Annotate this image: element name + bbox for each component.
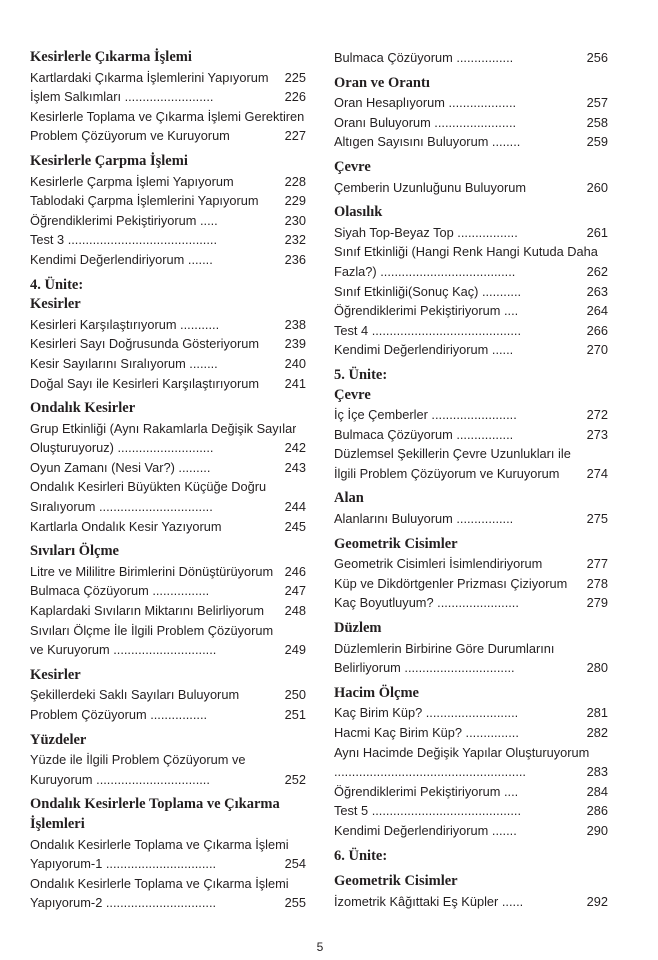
toc-entry-ayni-hacimde-degisik-yapilar-olusturuyor[interactable] <box>334 743 608 782</box>
section-heading: 6. Ünite: <box>334 847 388 864</box>
section-heading: Kesirlerle Çıkarma İşlemi <box>30 49 192 65</box>
toc-entry-orani-buluyorum[interactable] <box>334 113 608 133</box>
toc-section <box>334 203 608 360</box>
entry-title: Problem Çözüyorum ve Kuruyorum <box>30 128 230 144</box>
section-heading: Kesirler <box>30 296 81 313</box>
entry-title: Yapıyorum-2 ............................... <box>30 895 217 911</box>
entry-title: Test 5 .......................................... <box>334 803 522 819</box>
toc-entry-yuzde-ile-i-lgili-problem-cozuyorum-ve[interactable] <box>30 750 306 789</box>
toc-section <box>334 619 608 678</box>
entry-title: Tablodaki Çarpma İşlemlerini Yapıyorum <box>30 193 259 209</box>
entry-title: Kaç Birim Küp? .......................... <box>334 705 519 721</box>
entry-title: Çemberin Uzunluğunu Buluyorum <box>334 179 527 195</box>
entry-page-number: 273 <box>586 426 608 442</box>
section-heading: Hacim Ölçme <box>334 684 419 701</box>
entry-title: Kesir Sayılarını Sıralıyorum ........ <box>30 355 218 371</box>
toc-entry-duzlemsel-sekillerin-cevre-uzunluklari-i[interactable] <box>334 444 608 483</box>
entry-title: Bulmaca Çözüyorum ................ <box>334 426 514 442</box>
entry-page-number: 270 <box>586 342 608 358</box>
section-heading: Oran ve Orantı <box>334 74 430 91</box>
entry-title: Oyun Zamanı (Nesi Var?) ......... <box>30 459 211 475</box>
entry-title: Problem Çözüyorum ................ <box>30 707 208 722</box>
toc-section <box>30 48 306 146</box>
entry-title: İç İçe Çemberler ........................ <box>334 407 517 423</box>
entry-title: Oluşturuyoruz) ........................... <box>30 440 214 456</box>
entry-page-number: 228 <box>284 173 306 189</box>
entry-page-number: 274 <box>586 465 608 481</box>
entry-page-number: 281 <box>586 705 608 721</box>
entry-page-number: 277 <box>586 556 608 572</box>
toc-section <box>334 366 608 484</box>
entry-title: Belirliyorum ............................... <box>334 660 515 676</box>
toc-entry-kendimi-degerlendiriyorum[interactable] <box>334 821 608 841</box>
entry-page-number: 249 <box>284 642 306 658</box>
toc-entry-ondalik-kesirlerle-toplama-ve-cikarma-i-[interactable] <box>30 874 306 913</box>
entry-title: Oranı Buluyorum ....................... <box>334 114 517 130</box>
toc-entry-geometrik-cisimleri-i-simlendiriyorum[interactable] <box>334 554 608 574</box>
section-heading: Alan <box>334 490 364 507</box>
entry-title: Kendimi Değerlendiriyorum ....... <box>334 822 517 838</box>
toc-section <box>334 872 608 911</box>
toc-section <box>30 666 306 725</box>
toc-entry-ondalik-kesirleri-buyukten-kucuge-dogru[interactable] <box>30 477 306 516</box>
entry-page-number: 251 <box>284 707 306 722</box>
toc-entry-kendimi-degerlendiriyorum[interactable] <box>334 340 608 360</box>
toc-entry-kac-boyutluyum[interactable] <box>334 593 608 613</box>
toc-entry-dogal-sayi-ile-kesirleri-karsilastiriyor[interactable] <box>30 374 306 394</box>
toc-entry-ogrendiklerimi-pekistiriyorum[interactable] <box>30 211 306 231</box>
toc-section <box>334 48 608 68</box>
section-heading: 4. Ünite: <box>30 276 84 293</box>
entry-title: Kaplardaki Sıvıların Miktarını Belirliyorum <box>30 603 264 619</box>
entry-title: İşlem Salkımları ......................... <box>30 89 214 105</box>
entry-page-number: 245 <box>284 518 306 534</box>
toc-section <box>334 684 608 841</box>
entry-title: Yapıyorum-1 ............................... <box>30 856 217 872</box>
toc-entry-bulmaca-cozuyorum[interactable] <box>334 425 608 445</box>
entry-page-number: 242 <box>284 440 306 456</box>
entry-title: Altıgen Sayısını Buluyorum ........ <box>334 134 521 150</box>
section-heading: Sıvıları Ölçme <box>30 543 119 560</box>
entry-page-number: 250 <box>284 687 306 703</box>
toc-entry-kesirleri-sayi-dogrusunda-gosteriyorum[interactable] <box>30 334 306 354</box>
entry-page-number: 227 <box>284 128 306 144</box>
toc-entry-kup-ve-dikdortgenler-prizmasi-ciziyorum[interactable] <box>334 574 608 594</box>
entry-title: Geometrik Cisimleri İsimlendiriyorum <box>334 556 543 572</box>
entry-title: Hacmi Kaç Birim Küp? ............... <box>334 725 519 740</box>
section-heading: Olasılık <box>334 204 383 221</box>
entry-page-number: 286 <box>586 803 608 819</box>
toc-entry-duzlemlerin-birbirine-gore-durumlarini[interactable] <box>334 639 608 678</box>
toc-entry-kesirleri-karsilastiriyorum[interactable] <box>30 315 306 335</box>
toc-entry-test-4[interactable] <box>334 321 608 341</box>
entry-title: İzometrik Kâğıttaki Eş Küpler ...... <box>334 893 524 909</box>
toc-section <box>30 152 306 270</box>
toc-entry-i-slem-salkimlari[interactable] <box>30 87 306 107</box>
section-heading: Ondalık Kesirlerle Toplama ve Çıkarma <box>30 796 280 813</box>
entry-page-number: 262 <box>586 263 608 279</box>
toc-entry-grup-etkinligi-ayni-rakamlarla-degisik-s[interactable] <box>30 419 306 458</box>
toc-right-column <box>334 48 608 917</box>
entry-title: Kesirlerle Çarpma İşlemi Yapıyorum <box>30 173 234 189</box>
entry-page-number: 246 <box>284 563 306 579</box>
toc-entry-kesirlerle-carpma-i-slemi-yapiyorum[interactable] <box>30 172 306 192</box>
entry-page-number: 257 <box>586 95 608 111</box>
toc-entry-bulmaca-cozuyorum[interactable] <box>334 48 608 68</box>
entry-title: Aynı Hacimde Değişik Yapılar Oluşturuyorum <box>334 744 590 760</box>
toc-left-column <box>30 48 306 919</box>
toc-entry-kartlardaki-cikarma-i-slemlerini-yapiyor[interactable] <box>30 68 306 88</box>
entry-page-number: 247 <box>284 583 306 599</box>
section-heading: Geometrik Cisimler <box>334 535 458 552</box>
toc-entry-kac-birim-kup[interactable] <box>334 703 608 723</box>
toc-entry-cemberin-uzunlugunu-buluyorum[interactable] <box>334 178 608 198</box>
entry-title: Litre ve Mililitre Birimlerini Dönüştürüyorum <box>30 563 274 579</box>
entry-title: ve Kuruyorum ............................. <box>30 642 217 658</box>
entry-title: İlgili Problem Çözüyorum ve Kuruyorum <box>334 465 560 481</box>
toc-entry-test-3[interactable] <box>30 230 306 250</box>
toc-entry-ogrendiklerimi-pekistiriyorum[interactable] <box>334 301 608 321</box>
entry-title: Test 4 .......................................... <box>334 322 522 338</box>
toc-entry-ogrendiklerimi-pekistiriyorum[interactable] <box>334 782 608 802</box>
entry-title: Siyah Top-Beyaz Top ................. <box>334 224 518 240</box>
entry-page-number: 292 <box>586 893 608 909</box>
entry-page-number: 243 <box>284 459 306 475</box>
toc-section <box>30 542 306 660</box>
toc-entry-siyah-top-beyaz-top[interactable] <box>334 223 608 243</box>
entry-page-number: 283 <box>586 764 608 780</box>
section-heading: Kesirlerle Çarpma İşlemi <box>30 152 188 169</box>
entry-page-number: 279 <box>586 595 608 611</box>
entry-page-number: 248 <box>284 603 306 619</box>
entry-title: Sınıf Etkinliği(Sonuç Kaç) ........... <box>334 283 522 299</box>
entry-title: Kuruyorum ................................ <box>30 771 210 787</box>
entry-title: Kesirlerle Toplama ve Çıkarma İşlemi Gerektiren <box>30 108 305 124</box>
toc-entry-i-c-i-ce-cemberler[interactable] <box>334 405 608 425</box>
entry-title: Kaç Boyutluyum? ....................... <box>334 595 519 611</box>
entry-title: Öğrendiklerimi Pekiştiriyorum .... <box>334 303 519 319</box>
entry-page-number: 263 <box>586 283 608 299</box>
toc-entry-litre-ve-mililitre-birimlerini-donusturu[interactable] <box>30 562 306 582</box>
entry-page-number: 241 <box>284 375 306 391</box>
entry-title: Ondalık Kesirleri Büyükten Küçüğe Doğru <box>30 479 267 495</box>
entry-title: Kendimi Değerlendiriyorum ....... <box>30 251 213 267</box>
toc-entry-oyun-zamani-nesi-var[interactable] <box>30 458 306 478</box>
entry-page-number: 282 <box>586 725 608 740</box>
toc-entry-ondalik-kesirlerle-toplama-ve-cikarma-i-[interactable] <box>30 835 306 874</box>
entry-title: Alanlarını Buluyorum ................ <box>334 511 514 527</box>
entry-page-number: 264 <box>586 303 608 319</box>
entry-title: Düzlemlerin Birbirine Göre Durumlarını <box>334 640 555 656</box>
entry-title: Test 3 .......................................... <box>30 232 218 248</box>
entry-title: Öğrendiklerimi Pekiştiriyorum .... <box>334 783 519 799</box>
toc-section <box>30 276 306 394</box>
toc-entry-tablodaki-carpma-i-slemlerini-yapiyorum[interactable] <box>30 191 306 211</box>
toc-section <box>334 489 608 528</box>
section-heading: Geometrik Cisimler <box>334 873 458 890</box>
entry-title: Kendimi Değerlendiriyorum ...... <box>334 342 514 358</box>
entry-page-number: 252 <box>284 771 306 787</box>
entry-page-number: 261 <box>586 224 608 240</box>
section-heading: Kesirler <box>30 666 81 683</box>
entry-page-number: 278 <box>586 575 608 591</box>
entry-page-number: 255 <box>284 895 306 911</box>
entry-title: Yüzde ile İlgili Problem Çözüyorum ve <box>30 752 246 768</box>
entry-page-number: 232 <box>284 232 306 248</box>
entry-title: Sıvıları Ölçme İle İlgili Problem Çözüyorum <box>30 622 274 638</box>
entry-page-number: 244 <box>284 499 306 515</box>
entry-page-number: 259 <box>586 134 608 150</box>
section-heading: Yüzdeler <box>30 731 87 748</box>
toc-section <box>30 795 306 913</box>
entry-title: Kesirleri Karşılaştırıyorum ........... <box>30 316 220 332</box>
toc-entry-hacmi-kac-birim-kup[interactable] <box>334 723 608 743</box>
page-number: 5 <box>316 940 324 954</box>
toc-entry-sekillerdeki-sakli-sayilari-buluyorum[interactable] <box>30 685 306 705</box>
entry-title: Sınıf Etkinliği (Hangi Renk Hangi Kutuda Daha <box>334 244 598 260</box>
entry-page-number: 236 <box>284 251 306 267</box>
entry-page-number: 280 <box>586 660 608 676</box>
entry-page-number: 266 <box>586 322 608 338</box>
entry-title: Küp ve Dikdörtgenler Prizması Çiziyorum <box>334 575 568 591</box>
section-heading: Çevre <box>334 158 371 175</box>
entry-title: Kartlarla Ondalık Kesir Yazıyorum <box>30 518 222 534</box>
entry-page-number: 256 <box>586 50 608 65</box>
toc-entry-kartlarla-ondalik-kesir-yaziyorum[interactable] <box>30 517 306 537</box>
entry-title: Düzlemsel Şekillerin Çevre Uzunlukları ile <box>334 446 571 462</box>
toc-entry-altigen-sayisini-buluyorum[interactable] <box>334 132 608 152</box>
toc-entry-problem-cozuyorum[interactable] <box>30 705 306 725</box>
entry-title: Bulmaca Çözüyorum ................ <box>30 583 210 599</box>
toc-entry-kaplardaki-sivilarin-miktarini-belirliyo[interactable] <box>30 601 306 621</box>
toc-section <box>334 535 608 613</box>
toc-entry-test-5[interactable] <box>334 801 608 821</box>
entry-title: Şekillerdeki Saklı Sayıları Buluyorum <box>30 687 240 703</box>
toc-entry-sivilari-olcme-i-le-i-lgili-problem-cozu[interactable] <box>30 621 306 660</box>
entry-title: Sıralıyorum ................................ <box>30 499 213 515</box>
entry-title: Bulmaca Çözüyorum ................ <box>334 50 514 65</box>
entry-page-number: 225 <box>284 69 306 85</box>
section-heading: Düzlem <box>334 620 382 637</box>
toc-entry-kesirlerle-toplama-ve-cikarma-i-slemi-ge[interactable] <box>30 107 306 146</box>
section-heading: Ondalık Kesirler <box>30 400 136 417</box>
entry-title: Kesirleri Sayı Doğrusunda Gösteriyorum <box>30 336 260 352</box>
entry-title: Kartlardaki Çıkarma İşlemlerini Yapıyorum <box>30 69 269 85</box>
section-heading: Çevre <box>334 386 371 403</box>
entry-page-number: 290 <box>586 822 608 838</box>
toc-section <box>334 158 608 197</box>
entry-title: Öğrendiklerimi Pekiştiriyorum ..... <box>30 212 218 228</box>
toc-section <box>334 847 608 867</box>
toc-entry-oran-hesapliyorum[interactable] <box>334 93 608 113</box>
section-heading: 5. Ünite: <box>334 366 388 383</box>
toc-section <box>334 74 608 152</box>
section-heading: İşlemleri <box>30 815 85 832</box>
entry-title: Ondalık Kesirlerle Toplama ve Çıkarma İşlemi <box>30 875 289 891</box>
entry-title: Doğal Sayı ile Kesirleri Karşılaştırıyorum <box>30 375 259 391</box>
entry-title: Fazla?) ...................................... <box>334 263 516 279</box>
entry-page-number: 238 <box>284 316 306 332</box>
toc-entry-bulmaca-cozuyorum[interactable] <box>30 581 306 601</box>
entry-title: Ondalık Kesirlerle Toplama ve Çıkarma İşlemi <box>30 836 289 852</box>
entry-page-number: 284 <box>586 783 608 799</box>
entry-title: Grup Etkinliği (Aynı Rakamlarla Değişik Sayılar <box>30 420 297 436</box>
toc-entry-kendimi-degerlendiriyorum[interactable] <box>30 250 306 270</box>
entry-page-number: 240 <box>284 355 306 371</box>
entry-page-number: 275 <box>586 511 608 527</box>
entry-page-number: 258 <box>586 114 608 130</box>
entry-page-number: 226 <box>284 89 306 105</box>
toc-entry-alanlarini-buluyorum[interactable] <box>334 509 608 529</box>
toc-section <box>30 399 306 536</box>
toc-entry-sinif-etkinligi-sonuc-kac[interactable] <box>334 282 608 302</box>
entry-page-number: 229 <box>284 193 306 209</box>
toc-entry-sinif-etkinligi-hangi-renk-hangi-kutuda-[interactable] <box>334 242 608 281</box>
entry-page-number: 272 <box>586 407 608 423</box>
entry-title: ...................................................... <box>334 764 526 780</box>
entry-title: Oran Hesaplıyorum ................... <box>334 95 517 111</box>
entry-page-number: 260 <box>586 179 608 195</box>
entry-page-number: 239 <box>284 336 306 352</box>
toc-section <box>30 731 306 790</box>
toc-entry-i-zometrik-kagittaki-es-kupler[interactable] <box>334 892 608 912</box>
toc-entry-kesir-sayilarini-siraliyorum[interactable] <box>30 354 306 374</box>
entry-page-number: 254 <box>284 856 306 872</box>
entry-page-number: 230 <box>284 212 306 228</box>
